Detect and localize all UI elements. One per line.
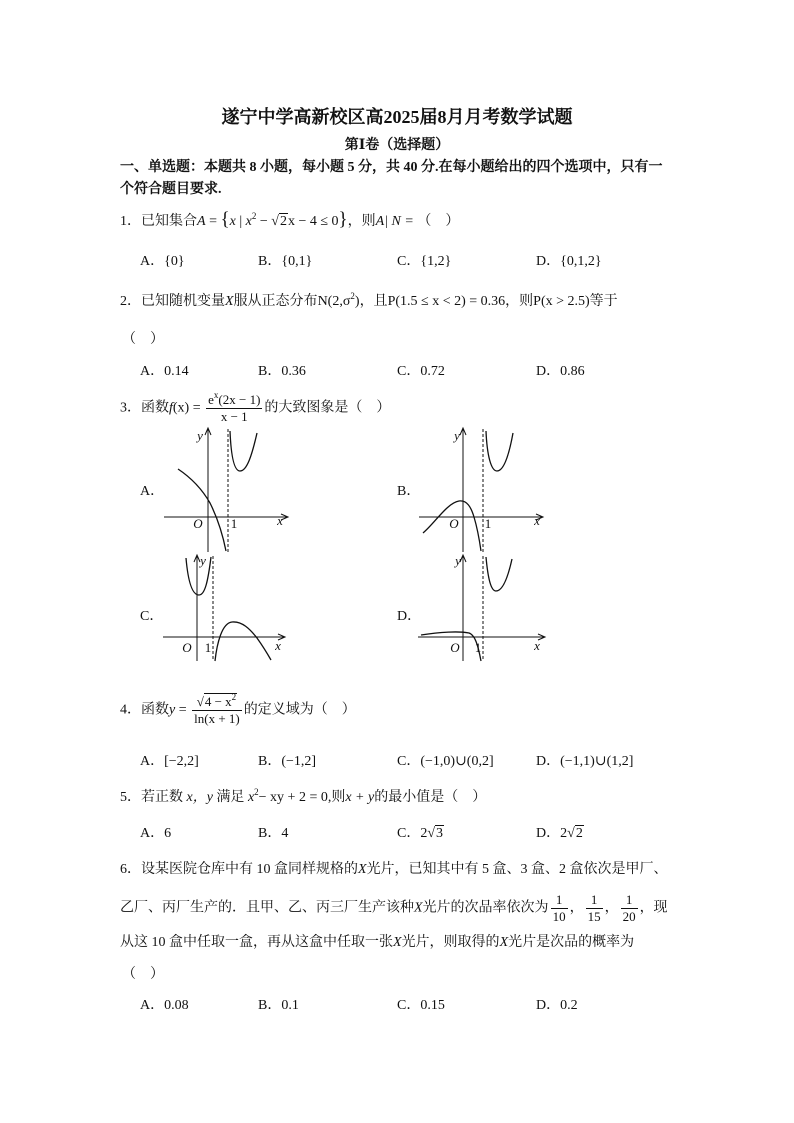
exp-base: e bbox=[208, 392, 214, 407]
question-2-stem bbox=[120, 292, 618, 312]
distribution-close: ) bbox=[354, 294, 360, 309]
option-value: {1,2} bbox=[420, 254, 452, 269]
radicand-text: 4 − x bbox=[204, 694, 232, 709]
defect-rate-fraction bbox=[621, 892, 638, 925]
set-symbol: A bbox=[197, 214, 206, 229]
option-value: (−1,0)∪(0,2] bbox=[420, 754, 494, 769]
curve-right-branch bbox=[486, 557, 512, 591]
xray-symbol: X bbox=[499, 935, 509, 950]
question-text: 光片的次品率依次为 bbox=[422, 900, 549, 916]
option-value: 6 bbox=[164, 826, 172, 841]
curve-right-branch bbox=[230, 431, 257, 471]
answer-blank: （ ） bbox=[417, 214, 460, 229]
x-axis-label: x bbox=[277, 513, 283, 528]
option-c bbox=[397, 752, 494, 772]
y-axis-label: y bbox=[455, 553, 461, 568]
question-text: ，现 bbox=[639, 900, 668, 916]
question-text: ，则 bbox=[505, 294, 534, 309]
option-b bbox=[258, 996, 299, 1016]
question-text: ，且 bbox=[359, 294, 388, 309]
fraction-numerator bbox=[192, 694, 242, 711]
question-text: 已知随机变量 bbox=[141, 294, 225, 309]
fraction-numerator: 1 bbox=[586, 892, 603, 909]
curve-right-branch bbox=[486, 431, 513, 471]
equals-sign: = bbox=[205, 214, 221, 229]
xray-symbol: X bbox=[414, 900, 423, 916]
function-fraction bbox=[206, 392, 262, 425]
equation-rest: − xy + 2 = 0 bbox=[258, 790, 328, 805]
equation-exponent: 2 bbox=[254, 787, 259, 797]
fraction-denominator: x − 1 bbox=[220, 409, 248, 424]
poly-rest: x − 4 ≤ 0 bbox=[287, 214, 339, 229]
question-text: 的定义域为（ ） bbox=[243, 702, 356, 718]
brace-close: } bbox=[338, 209, 348, 230]
exp-power: x bbox=[213, 390, 219, 400]
curve-left-branch bbox=[178, 469, 226, 551]
option-coefficient: 2 bbox=[420, 826, 428, 841]
graph-option-label-b: B． bbox=[397, 484, 421, 499]
option-label: C． bbox=[397, 826, 421, 841]
graph-d bbox=[415, 553, 550, 663]
option-value: 0.15 bbox=[420, 998, 445, 1013]
option-value: 0.1 bbox=[281, 998, 299, 1013]
option-label: D． bbox=[536, 826, 561, 841]
question-number: 3． bbox=[120, 400, 141, 416]
option-d bbox=[536, 752, 633, 772]
radicand: 2 bbox=[575, 826, 583, 841]
y-axis-label: y bbox=[454, 428, 460, 443]
fraction-numerator: 1 bbox=[621, 892, 638, 909]
question-text: 乙厂、丙厂生产的．且甲、乙、丙三厂生产该种 bbox=[120, 900, 414, 916]
fraction-denominator: 20 bbox=[622, 909, 636, 924]
option-value: 0.2 bbox=[560, 998, 578, 1013]
question-number: 2． bbox=[120, 294, 141, 309]
fraction-denominator: ln(x + 1) bbox=[194, 711, 240, 726]
origin-label: O bbox=[193, 516, 203, 531]
section-instructions-line-2: 个符合题目要求. bbox=[120, 182, 222, 197]
distribution: N(2,σ bbox=[317, 294, 351, 309]
option-a bbox=[140, 252, 185, 272]
separator: ， bbox=[604, 900, 619, 916]
equals-sign: = bbox=[175, 702, 191, 718]
fraction-numerator: 1 bbox=[551, 892, 568, 909]
intersection-expression: A| N = bbox=[375, 214, 418, 229]
question-number: 4． bbox=[120, 702, 141, 718]
question-number: 1． bbox=[120, 214, 141, 229]
radicand bbox=[204, 693, 237, 709]
option-c bbox=[397, 252, 451, 272]
x-axis-label: x bbox=[534, 638, 540, 653]
option-label: A． bbox=[140, 998, 165, 1013]
question-text: 从这 10 盒中任取一盒，再从这盒中任取一张 bbox=[120, 935, 393, 950]
numerator-factor: (2x − 1) bbox=[218, 392, 261, 407]
option-label: A． bbox=[140, 254, 165, 269]
question-6-stem-line-3 bbox=[120, 933, 634, 953]
question-text: 的最小值是（ ） bbox=[374, 790, 487, 805]
xray-symbol: X bbox=[358, 862, 367, 877]
question-text: 满足 bbox=[212, 790, 248, 805]
part-heading: 第Ⅰ卷（选择题） bbox=[344, 138, 450, 153]
option-d bbox=[536, 362, 585, 382]
tick-label: 1 bbox=[484, 516, 492, 531]
option-b bbox=[258, 752, 316, 772]
separator: ， bbox=[569, 900, 584, 916]
option-label: C． bbox=[397, 754, 421, 769]
option-d bbox=[536, 252, 602, 272]
option-value: 0.08 bbox=[164, 998, 189, 1013]
option-a bbox=[140, 824, 171, 844]
curve-right-branch bbox=[215, 622, 271, 661]
poly-minus: − bbox=[256, 214, 272, 229]
option-label: D． bbox=[536, 254, 561, 269]
question-text: 光片是次品的概率为 bbox=[508, 935, 635, 950]
question-4-stem bbox=[120, 694, 356, 727]
poly-exponent: 2 bbox=[251, 211, 257, 221]
variables: x，y bbox=[186, 790, 213, 805]
distribution-exponent: 2 bbox=[350, 291, 355, 301]
question-5-stem bbox=[120, 788, 486, 808]
radical-sign: √ bbox=[427, 826, 436, 841]
question-text: 已知集合 bbox=[141, 214, 197, 229]
option-label: C． bbox=[397, 254, 421, 269]
question-number: 5． bbox=[120, 790, 141, 805]
graph-option-label-d: D． bbox=[397, 609, 422, 624]
brace-open: { bbox=[220, 209, 230, 230]
option-c bbox=[397, 996, 445, 1016]
option-value: 0.14 bbox=[164, 364, 189, 379]
graph-c bbox=[160, 553, 290, 663]
option-c bbox=[397, 362, 445, 382]
option-value: [−2,2] bbox=[164, 754, 199, 769]
question-6-stem-line-2 bbox=[120, 892, 668, 925]
poly-variable: x bbox=[245, 214, 252, 229]
option-value: (−1,2] bbox=[281, 754, 317, 769]
section-instructions-line-1: 一、单选题：本题共 8 小题，每小题 5 分，共 40 分.在每小题给出的四个选项中，只有一 bbox=[120, 160, 663, 175]
x-axis-label: x bbox=[534, 513, 540, 528]
option-label: D． bbox=[536, 998, 561, 1013]
graph-b bbox=[415, 425, 550, 553]
target-expression: x + y bbox=[345, 790, 375, 805]
asked-probability: P(x > 2.5) bbox=[533, 294, 590, 309]
question-text: 等于 bbox=[589, 294, 618, 309]
question-6-stem-line-1 bbox=[120, 860, 668, 880]
curve-left-branch bbox=[186, 557, 211, 595]
graph-option-label-a: A． bbox=[140, 484, 165, 499]
option-value: {0,1} bbox=[281, 254, 313, 269]
tick-label: 1 bbox=[474, 640, 482, 655]
question-text: 设某医院仓库中有 10 盒同样规格的 bbox=[141, 862, 358, 877]
fraction-denominator: 15 bbox=[587, 909, 601, 924]
tick-label: 1 bbox=[204, 640, 212, 655]
option-label: B． bbox=[258, 754, 282, 769]
graph-a bbox=[160, 425, 295, 553]
question-text: 服从正态分布 bbox=[233, 294, 318, 309]
y-axis-label: y bbox=[200, 553, 206, 568]
question-3-stem bbox=[120, 392, 390, 425]
option-value: (−1,1)∪(1,2] bbox=[560, 754, 634, 769]
defect-rate-fraction bbox=[551, 892, 568, 925]
function-fraction bbox=[192, 694, 242, 727]
radical-sign: √ bbox=[271, 214, 279, 229]
given-probability: P(1.5 ≤ x < 2) = 0.36 bbox=[387, 294, 506, 309]
option-label: A． bbox=[140, 826, 165, 841]
tick-label: 1 bbox=[230, 516, 238, 531]
question-text: 光片，则取得的 bbox=[401, 935, 500, 950]
question-text: 的大致图象是（ ） bbox=[264, 400, 391, 416]
answer-blank: （ ） bbox=[122, 332, 164, 347]
option-label: D． bbox=[536, 754, 561, 769]
question-text: 函数 bbox=[141, 400, 169, 416]
radical-sign: √ bbox=[567, 826, 575, 841]
option-label: C． bbox=[397, 364, 421, 379]
radicand-exponent: 2 bbox=[231, 692, 237, 702]
option-b bbox=[258, 252, 312, 272]
set-member: x bbox=[229, 214, 236, 229]
option-d bbox=[536, 824, 584, 844]
radicand: 2 bbox=[279, 214, 287, 229]
question-number: 6． bbox=[120, 862, 141, 877]
question-text: 光片，已知其中有 5 盒、3 盒、2 盒依次是甲厂、 bbox=[366, 862, 668, 877]
option-label: A． bbox=[140, 754, 165, 769]
option-label: B． bbox=[258, 254, 282, 269]
y-axis-label: y bbox=[197, 428, 203, 443]
origin-label: O bbox=[449, 516, 459, 531]
option-a bbox=[140, 362, 189, 382]
option-value: {0,1,2} bbox=[560, 254, 602, 269]
origin-label: O bbox=[450, 640, 460, 655]
radical-sign: √ bbox=[196, 694, 204, 709]
option-d bbox=[536, 996, 578, 1016]
option-value: 0.36 bbox=[281, 364, 306, 379]
option-label: C． bbox=[397, 998, 421, 1013]
option-value: 4 bbox=[281, 826, 289, 841]
fraction-numerator bbox=[206, 392, 262, 409]
option-label: B． bbox=[258, 998, 282, 1013]
option-b bbox=[258, 362, 306, 382]
function-argument: (x) = bbox=[172, 400, 205, 416]
defect-rate-fraction bbox=[586, 892, 603, 925]
option-value: 0.86 bbox=[560, 364, 585, 379]
option-coefficient: 2 bbox=[560, 826, 568, 841]
origin-label: O bbox=[182, 640, 192, 655]
graph-option-label-c: C． bbox=[140, 609, 164, 624]
option-a bbox=[140, 752, 199, 772]
answer-blank: （ ） bbox=[122, 967, 164, 982]
function-name: y bbox=[169, 702, 176, 718]
equation-variable: x bbox=[247, 790, 255, 805]
question-text: ，则 bbox=[347, 214, 376, 229]
x-axis-label: x bbox=[275, 638, 281, 653]
question-1-stem bbox=[120, 210, 459, 232]
xray-symbol: X bbox=[393, 935, 402, 950]
option-label: A． bbox=[140, 364, 165, 379]
option-label: D． bbox=[536, 364, 561, 379]
random-variable: X bbox=[225, 294, 234, 309]
option-label: B． bbox=[258, 826, 282, 841]
option-label: B． bbox=[258, 364, 282, 379]
set-divider: | bbox=[235, 214, 246, 229]
fraction-denominator: 10 bbox=[552, 909, 566, 924]
option-a bbox=[140, 996, 189, 1016]
option-c bbox=[397, 824, 444, 844]
option-value: 0.72 bbox=[420, 364, 445, 379]
function-name: f bbox=[169, 400, 173, 416]
question-text: 函数 bbox=[141, 702, 169, 718]
exam-title: 遂宁中学高新校区高2025届8月月考数学试题 bbox=[221, 107, 573, 127]
option-b bbox=[258, 824, 288, 844]
option-value: {0} bbox=[164, 254, 185, 269]
question-text: 若正数 bbox=[141, 790, 187, 805]
question-text: ,则 bbox=[327, 790, 346, 805]
radicand: 3 bbox=[436, 826, 444, 841]
